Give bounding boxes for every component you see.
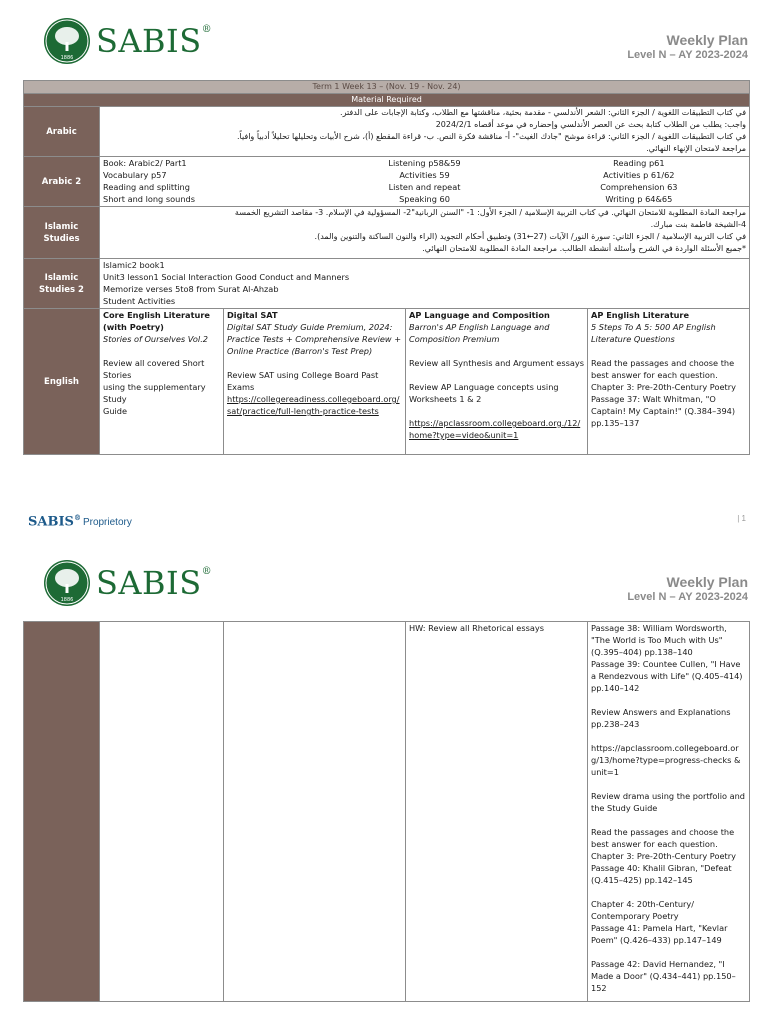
ap-language-column: AP Language and Composition Barron's AP English Language and Composition Premium Review all Synthesis and Argument essays Review AP Language concepts using Worksheets 1 & 2 https://apclassroom.collegeboard.org./12/home?type=video&unit=1 [406,309,588,455]
digital-sat-column: Digital SAT Digital SAT Study Guide Premium, 2024: Practice Tests + Comprehensive Review + Online Practice (Barron's Test Prep) Review SAT using College Board Past Exams https://collegereadiness.collegeboard.org/sat/practice/full-length-practice-tests [224,309,406,455]
header-title-block [627,32,748,61]
level-label: Level N – AY 2023-2024 [627,49,748,61]
page-2 [0,548,768,1024]
sat-practice-link[interactable]: https://collegereadiness.collegeboard.org/sat/practice/full-length-practice-tests [227,394,400,416]
islamic-content: مراجعة المادة المطلوبة للامتحان النهائي. في كتاب التربية الإسلامية / الجزء الأول: 1- "السنن الربانية"2- المسؤولية في الإسلام. 3- مقاصد التشريع الخمسة 4-الشيخة فاطمة بنت مبارك. في كتاب التربية الإسلامية / الجزء الثاني: سورة النور/ الآيات (27←31) وتطبيق أحكام التجويد (الراء والنون الساكنة والتنوين والمد). *جميع الأسئلة الواردة في الشرح وأسئلة أنشطة الطالب. مراجعة المادة المطلوبة للامتحان النهائي. [100,207,750,259]
seal-year: 1886 [60,55,74,61]
brand-name: SABIS® [96,564,213,602]
core-english-column: Core English Literature (with Poetry) Stories of Ourselves Vol.2 Review all covered Short Stories using the supplementary Study Guide [100,309,224,455]
subject-islamic-studies-2: Islamic Studies 2 [24,259,100,309]
seal-year: 1886 [60,597,74,603]
subject-arabic: Arabic [24,107,100,157]
subject-english-continued [24,622,100,1002]
ap-literature-column: Passage 38: William Wordsworth, "The World is Too Much with Us" (Q.395–404) pp.138–140 Passage 39: Countee Cullen, "I Have a Rendezvous with Life" (Q.405–414) pp.140–142 Review Answers and Explanations pp.238–243 https://apclassroom.collegeboard.org/13/home?type=progress-checks & unit=1 Review drama using the portfolio and the Study Guide Read the passages and choose the best answer for each question. Chapter 3: Pre-20th-Century Poetry Passage 40: Khalil Gibran, "Defeat (Q.415–425) pp.142–145 Chapter 4: 20th-Century/ Contemporary Poetry Passage 41: Pamela Hart, "Kevlar Poem" (Q.426–433) pp.147–149 Passage 42: David Hernandez, "I Made a Door" (Q.434–441) pp.150–152 [588,622,750,1002]
weekly-plan-table-continued [23,621,750,1002]
page-title: Weekly Plan [666,574,748,590]
tree-seal-icon [44,18,90,64]
arabic-content: في كتاب التطبيقات اللغوية / الجزء الثاني: الشعر الأندلسي - مقدمة بحثية، مناقشتها مع الطلاب، وكتابة الإجابات على الدفتر. واجب: يطلب من الطلاب كتابة بحث عن العصر الأندلسي وإحضاره في موعد أقصاه 2024/2/1 في كتاب التطبيقات اللغوية / الجزء الثاني: قراءة موشح "جادك الغيث"- أ- مناقشة فكرة النص. ب- قراءة المقطع (أ)، شرح الأبيات وتحليلها تحليلاً أدبياً وافياً. مراجعة لامتحان الإنهاء النهائي. [100,107,750,157]
material-bar: Material Required [24,94,750,107]
term-bar: Term 1 Week 13 – (Nov. 19 - Nov. 24) [24,81,750,94]
hw-text: HW: Review all Rhetorical essays [409,623,544,633]
ap-classroom-link[interactable]: https://apclassroom.collegeboard.org./12/home?type=video&unit=1 [409,418,581,440]
level-label: Level N – AY 2023-2024 [627,591,748,603]
tree-seal-icon [44,560,90,606]
brand-name: SABIS® [96,22,213,60]
page-number: | 1 [737,514,746,523]
sabis-logo [44,560,212,606]
subject-arabic-2: Arabic 2 [24,157,100,207]
arabic2-content: Book: Arabic2/ Part1 Listening p58&59 Reading p61 Vocabulary p57 Activities 59 Activities p 61/62 Reading and splitting Listen and repeat Comprehension 63 Short and long sounds Speaking 60 Writing p 64&65 [100,157,750,207]
ap-progress-checks-link[interactable]: https://apclassroom.collegeboard.org/13/home?type=progress-checks & unit=1 [591,743,741,777]
page-title: Weekly Plan [666,32,748,48]
weekly-plan-table [23,80,750,455]
ap-language-column [406,622,588,1002]
subject-english: English [24,309,100,455]
sabis-logo [44,18,212,64]
header-title-block [627,574,748,603]
islamic2-content: Islamic2 book1 Unit3 lesson1 Social Interaction Good Conduct and Manners Memorize verses 5to8 from Surat Al-Ahzab Student Activities [100,259,750,309]
ap-literature-column: AP English Literature 5 Steps To A 5: 500 AP English Literature Questions Read the passages and choose the best answer for each question. Chapter 3: Pre-20th-Century Poetry Passage 37: Walt Whitman, "O Captain! My Captain!" (Q.384–394) pp.135–137 [588,309,750,455]
subject-islamic-studies: Islamic Studies [24,207,100,259]
footer-brand: SABIS® Proprietory [28,513,132,530]
